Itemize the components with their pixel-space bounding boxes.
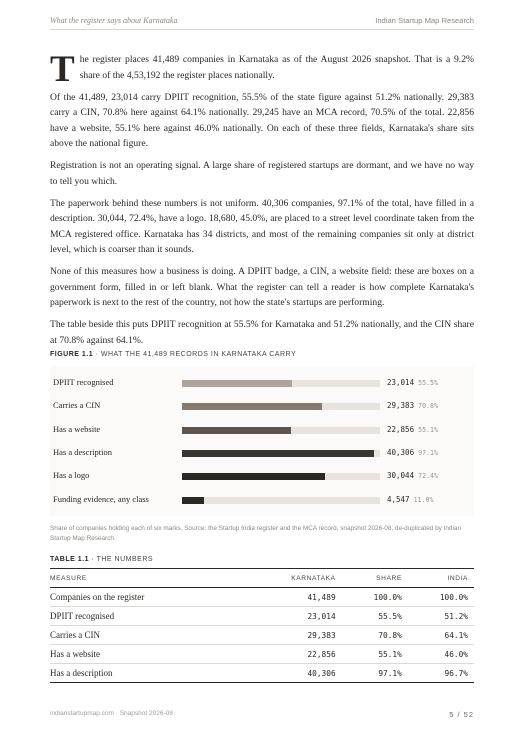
paragraph-5: None of this measures how a business is doing. A DPIIT badge, a CIN, a website field: these are boxes on a government form, filled in or left blank. What the register can tell a reader is how complete Karnataka's paperwork is next to the rest of the country, not how the state's startups are performing.: [50, 266, 474, 308]
bar: [182, 380, 292, 387]
bar-track: [182, 380, 380, 387]
bar-count-value: 29,383: [387, 401, 415, 411]
bar-percent-value: 11.0%: [413, 495, 434, 504]
paragraph-1-text: he register places 41,489 companies in Karnataka as of the August 2026 snapshot. That is a 9.2% share of the 4,53,192 the register places nationally.: [79, 54, 474, 81]
bar-count-value: 40,306: [387, 447, 415, 457]
figure-number: FIGURE 1.1: [50, 351, 94, 358]
column-header-share: SHARE: [342, 569, 408, 588]
cell-karnataka: 22,856: [244, 645, 342, 664]
cell-measure: Has a description: [50, 664, 244, 683]
figure-label: [50, 351, 296, 358]
column-header-measure: MEASURE: [50, 569, 244, 588]
running-header-publisher: Indian Startup Map Research: [375, 16, 474, 25]
bar-track: [182, 473, 380, 480]
header-divider: [50, 29, 474, 30]
bar-track: [182, 403, 380, 410]
table-number: TABLE 1.1: [50, 556, 89, 563]
page-footer: [50, 710, 474, 719]
bar-percent-value: 72.4%: [418, 472, 438, 481]
column-header-india: INDIA: [408, 569, 474, 588]
bar-row: [50, 441, 474, 464]
bar-category-label: Has a logo: [53, 470, 90, 481]
bar-value-label: [387, 425, 438, 434]
cell-measure: DPIIT recognised: [50, 607, 244, 626]
bar-track: [182, 427, 380, 434]
numbers-table: [50, 568, 474, 683]
cell-karnataka: 41,489: [244, 588, 342, 607]
cell-india: 96.7%: [408, 664, 474, 683]
paragraph-2: Of the 41,489, 23,014 carry DPIIT recognition, 55.5% of the state figure against 51.2% nationally. 29,383 carry a CIN, 70.8% here against 64.1% nationally. 29,245 have an MCA record, 70.5% of the total. 22,856 have a website, 55.1% here against 46.0% nationally. On each of these three fields, Karnataka's share sits above the national figure.: [50, 91, 474, 149]
bar-percent-value: 97.1%: [418, 448, 438, 457]
bar-row: [50, 394, 474, 417]
page-number: 5 / 52: [449, 710, 474, 719]
bar-row: [50, 488, 474, 511]
bar: [182, 473, 325, 480]
bar-category-label: DPIIT recognised: [53, 377, 114, 387]
cell-india: 100.0%: [408, 588, 474, 607]
cell-share: 55.1%: [342, 645, 408, 664]
cell-karnataka: 23,014: [244, 607, 342, 626]
paragraph-3: Registration is not an operating signal. A large share of registered startups are dormant, and we have no way to tell you which.: [50, 160, 474, 187]
bar-track: [182, 497, 380, 504]
paragraph-4: The paperwork behind these numbers is not uniform. 40,306 companies, 97.1% of the total, have filled in a description. 30,044, 72.4%, have a logo. 18,680, 45.0%, are placed to a street level coordinate taken from the MCA registered office. Karnataka has 34 districts, and most of the remaining companies sit only at district level, which is coarser than it sounds.: [50, 197, 474, 255]
table-label: [50, 556, 153, 563]
bar-value-label: [387, 378, 438, 387]
paragraph-6: The table beside this puts DPIIT recognition at 55.5% for Karnataka and 51.2% nationally, and the CIN share at 70.8% against 64.1%.: [50, 319, 474, 346]
cell-india: 64.1%: [408, 626, 474, 645]
bar-value-label: [387, 448, 438, 457]
table-row: [50, 664, 474, 683]
table-row: [50, 626, 474, 645]
running-header: [50, 16, 474, 30]
cell-india: 51.2%: [408, 607, 474, 626]
bar-track: [182, 450, 380, 457]
bar-count-value: 23,014: [387, 378, 415, 387]
bar-category-label: Has a description: [53, 446, 113, 457]
bar: [182, 450, 374, 457]
cell-share: 55.5%: [342, 607, 408, 626]
cell-share: 97.1%: [342, 664, 408, 683]
running-header-title: What the register says about Karnataka: [50, 16, 178, 25]
figure-caption: Share of companies holding each of six marks. Source: the Startup India register and the MCA record, snapshot 2026-08, de-duplicated by Indian Startup Map Research.: [50, 525, 462, 542]
bar: [182, 427, 291, 434]
bar-percent-value: 55.1%: [418, 425, 438, 434]
table-header-row: [50, 569, 474, 588]
cell-india: 46.0%: [408, 645, 474, 664]
table-title: · THE NUMBERS: [89, 556, 154, 563]
column-header-karnataka: KARNATAKA: [244, 569, 342, 588]
cell-measure: Has a website: [50, 645, 244, 664]
bar-count-value: 22,856: [387, 424, 415, 434]
bar-category-label: Has a website: [53, 423, 101, 434]
bar-row: [50, 418, 474, 441]
bar-category-label: Funding evidence, any class: [53, 493, 149, 504]
drop-cap: T: [50, 49, 75, 90]
paragraph-1: [50, 49, 474, 90]
bar-row: [50, 464, 474, 487]
bar-count-value: 30,044: [387, 471, 415, 481]
cell-share: 70.8%: [342, 626, 408, 645]
bar-percent-value: 55.5%: [418, 379, 438, 387]
figure-title: · WHAT THE 41,489 RECORDS IN KARNATAKA CARRY: [93, 351, 297, 358]
bar: [182, 403, 322, 410]
bar-value-label: [387, 495, 433, 504]
bar-chart: [50, 366, 474, 516]
cell-measure: Companies on the register: [50, 588, 244, 607]
table-row: [50, 588, 474, 607]
table-row: [50, 645, 474, 664]
bar: [182, 497, 204, 504]
bar-category-label: Carries a CIN: [53, 400, 101, 411]
bar-value-label: [387, 471, 438, 480]
footer-source: indianstartupmap.com · Snapshot 2026-08: [50, 710, 173, 717]
article-body: [50, 49, 474, 355]
cell-karnataka: 29,383: [244, 626, 342, 645]
cell-share: 100.0%: [342, 588, 408, 607]
table-row: [50, 607, 474, 626]
bar-value-label: [387, 401, 438, 410]
bar-count-value: 4,547: [387, 494, 410, 504]
bar-row: [50, 371, 474, 394]
cell-karnataka: 40,306: [244, 664, 342, 683]
bar-percent-value: 70.8%: [418, 402, 438, 411]
cell-measure: Carries a CIN: [50, 626, 244, 645]
